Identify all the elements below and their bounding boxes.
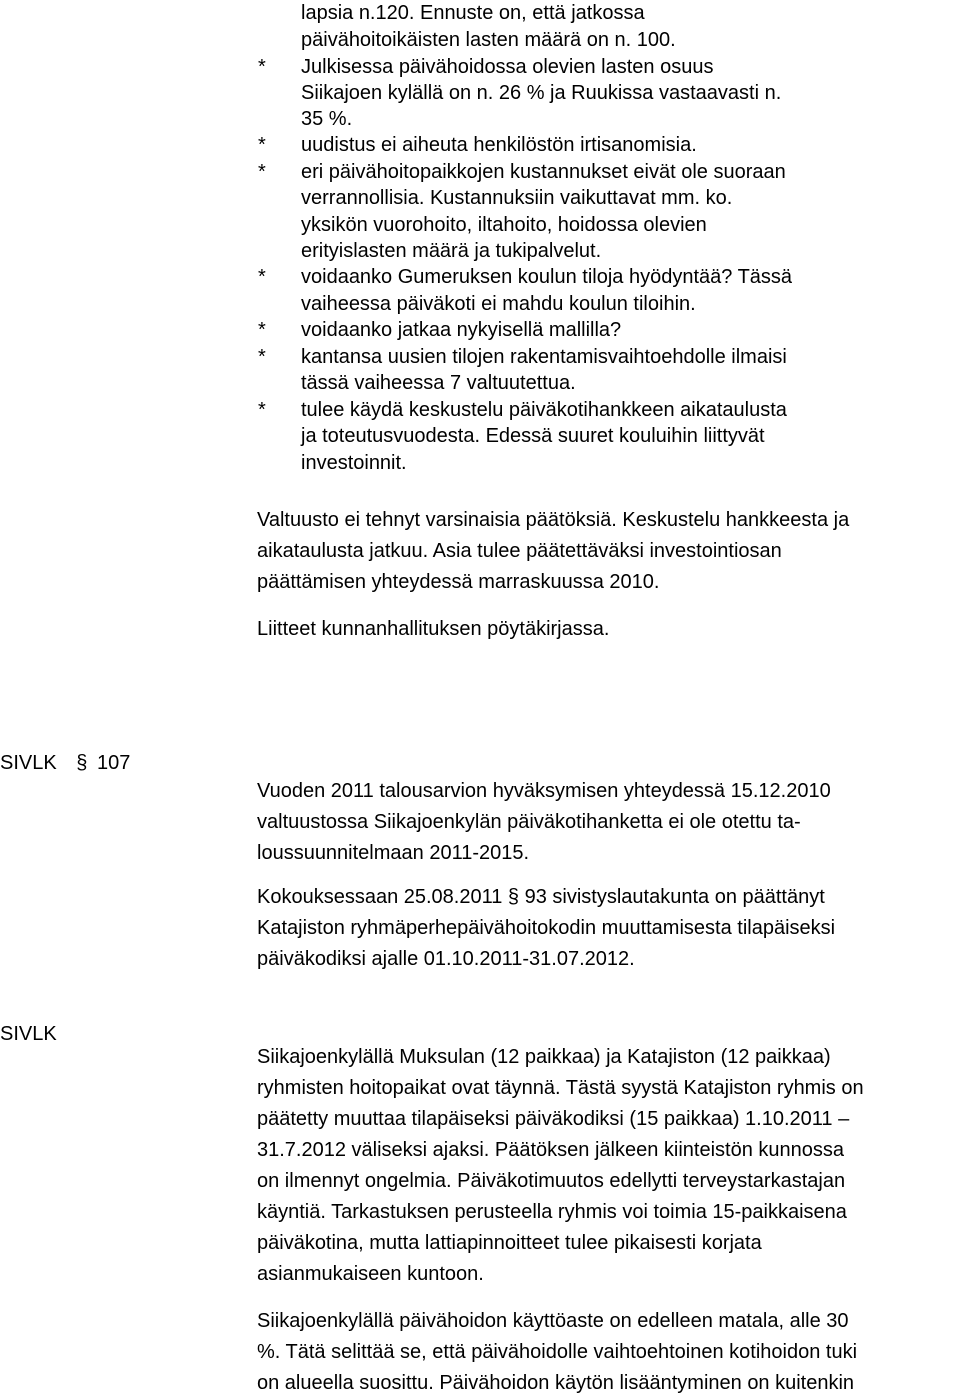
paragraph-line: valtuustossa Siikajoenkylän päiväkotihanketta ei ole otettu ta-: [257, 811, 801, 833]
list-line: 35 %.: [301, 108, 353, 130]
list-line: voidaanko jatkaa nykyisellä mallilla?: [301, 319, 622, 341]
attachments-note: Liitteet kunnanhallituksen pöytäkirjassa.: [257, 618, 610, 640]
sivlk-paragraph-2: [257, 1306, 857, 1399]
list-line: voidaanko Gumeruksen koulun tiloja hyödyntää? Tässä: [301, 266, 793, 288]
bullet-marker: *: [258, 346, 266, 368]
sivlk-paragraph-1: [257, 1042, 864, 1290]
paragraph-line: on alueella suosittu. Päivähoidon käytön lisääntyminen on kuitenkin: [257, 1372, 855, 1394]
section-label: SIVLK: [0, 1023, 57, 1045]
paragraph-line: ryhmisten hoitopaikat ovat täynnä. Tästä syystä Katajiston ryhmis on: [257, 1077, 864, 1099]
paragraph-line: %. Tätä selittää se, että päivähoidolle vaihtoehtoinen kotihoidon tuki: [257, 1341, 858, 1363]
list-line: ja toteutusvuodesta. Edessä suuret kouluihin liittyvät: [301, 425, 765, 447]
list-line: yksikön vuorohoito, iltahoito, hoidossa olevien: [301, 214, 707, 236]
valtuusto-paragraph: [257, 505, 849, 598]
paragraph-line: 31.7.2012 väliseksi ajaksi. Päätöksen jälkeen kiinteistön kunnossa: [257, 1139, 845, 1161]
bullet-marker: *: [258, 134, 266, 156]
list-line: tässä vaiheessa 7 valtuutettua.: [301, 372, 576, 394]
sivlk107-paragraph-1: [257, 776, 831, 869]
list-line: vaiheessa päiväkoti ei mahdu koulun tiloihin.: [301, 293, 696, 315]
list-line: Julkisessa päivähoidossa olevien lasten osuus: [301, 56, 714, 78]
paragraph-line: Vuoden 2011 talousarvion hyväksymisen yhteydessä 15.12.2010: [257, 780, 831, 802]
list-line: eri päivähoitopaikkojen kustannukset eivät ole suoraan: [301, 161, 786, 183]
paragraph-line: loussuunnitelmaan 2011-2015.: [257, 842, 530, 864]
section-label: SIVLK: [0, 752, 57, 774]
list-line: investoinnit.: [301, 452, 407, 474]
list-line: päivähoitoikäisten lasten määrä on n. 100.: [301, 29, 676, 51]
paragraph-line: asianmukaiseen kuntoon.: [257, 1263, 484, 1285]
paragraph-line: Katajiston ryhmäperhepäivähoitokodin muuttamisesta tilapäiseksi: [257, 917, 836, 939]
paragraph-line: käyntiä. Tarkastuksen perusteella ryhmis voi toimia 15-paikkaisena: [257, 1201, 847, 1223]
list-line: Siikajoen kylällä on n. 26 % ja Ruukissa vastaavasti n.: [301, 82, 782, 104]
section-number: 107: [96, 752, 131, 774]
paragraph-line: Kokouksessaan 25.08.2011 § 93 sivistyslautakunta on päättänyt: [257, 886, 825, 908]
list-line: erityislasten määrä ja tukipalvelut.: [301, 240, 602, 262]
paragraph-line: Siikajoenkylällä päivähoidon käyttöaste on edelleen matala, alle 30: [257, 1310, 849, 1332]
list-line: lapsia n.120. Ennuste on, että jatkossa: [301, 2, 645, 24]
bullet-marker: *: [258, 319, 266, 341]
section-heading: [0, 750, 130, 776]
paragraph-line: Valtuusto ei tehnyt varsinaisia päätöksiä. Keskustelu hankkeesta ja: [257, 509, 850, 531]
list-line: kantansa uusien tilojen rakentamisvaihtoehdolle ilmaisi: [301, 346, 787, 368]
bullet-marker: *: [258, 161, 266, 183]
paragraph-line: päätetty muuttaa tilapäiseksi päiväkodiksi (15 paikkaa) 1.10.2011 –: [257, 1108, 850, 1130]
section-mark-icon: §: [76, 752, 88, 774]
paragraph-line: Siikajoenkylällä Muksulan (12 paikkaa) ja Katajiston (12 paikkaa): [257, 1046, 831, 1068]
list-line: verrannollisia. Kustannuksiin vaikuttavat mm. ko.: [301, 187, 733, 209]
paragraph-line: päiväkodiksi ajalle 01.10.2011-31.07.2012.: [257, 948, 635, 970]
paragraph-line: on ilmennyt ongelmia. Päiväkotimuutos edellytti terveystarkastajan: [257, 1170, 846, 1192]
paragraph-line: aikataulusta jatkuu. Asia tulee päätettäväksi investointiosan: [257, 540, 782, 562]
paragraph-line: päättämisen yhteydessä marraskuussa 2010.: [257, 571, 660, 593]
bullet-marker: *: [258, 56, 266, 78]
sivlk107-paragraph-2: [257, 882, 835, 975]
list-line: tulee käydä keskustelu päiväkotihankkeen aikataulusta: [301, 399, 787, 421]
paragraph-line: päiväkotina, mutta lattiapinnoitteet tulee pikaisesti korjata: [257, 1232, 762, 1254]
list-line: uudistus ei aiheuta henkilöstön irtisanomisia.: [301, 134, 697, 156]
bullet-marker: *: [258, 266, 266, 288]
bullet-marker: *: [258, 399, 266, 421]
